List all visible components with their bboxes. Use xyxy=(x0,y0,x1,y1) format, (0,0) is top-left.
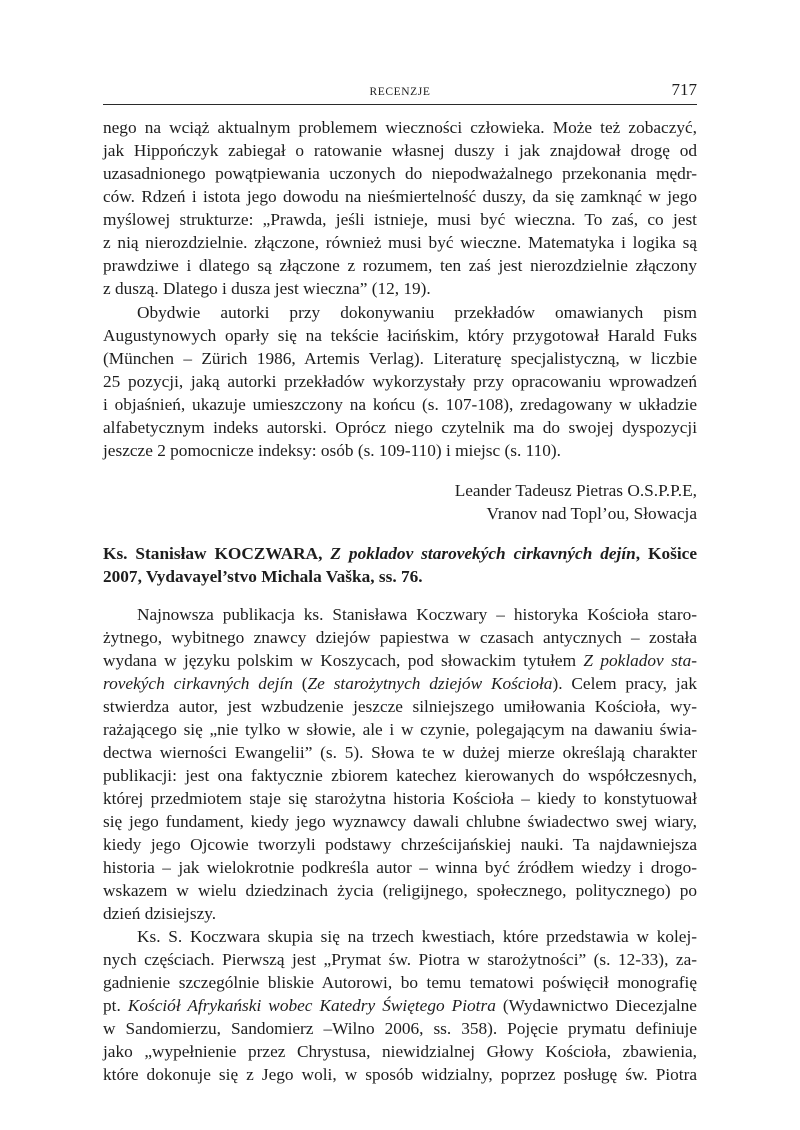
text-line: Najnowsza publikacja ks. Stanisława Koczwary – historyka Kościoła staro- xyxy=(137,605,697,624)
text-run: wydana w języku polskim w Koszycach, pod słowackim tytułem xyxy=(103,651,584,670)
text-run: ). Celem pracy, jak xyxy=(552,674,697,693)
text-line: i objaśnień, ukazuje umieszczony na końcu (s. 107-108), zredagowany w układzie xyxy=(103,395,697,414)
text-line: rażającego się „nie tylko w słowie, ale i w czynie, polegającym na dawaniu świa- xyxy=(103,720,697,739)
text-line: alfabetycznym indeks autorski. Oprócz niego czytelnik ma do swojej dyspozycji xyxy=(103,418,697,437)
text-line: jak Hippończyk zabiegał o ratowanie własnej duszy i jak znajdował drogę od xyxy=(103,141,697,160)
text-line: (München – Zürich 1986, Artemis Verlag). Literaturę specjalistyczną, w liczbie xyxy=(103,349,697,368)
reviewer-name: Leander Tadeusz Pietras O.S.P.P.E, xyxy=(454,481,697,500)
text-line: z duszą. Dlatego i dusza jest wieczna” (12, 19). xyxy=(103,279,431,298)
text-line: historia – jak wielokrotnie podkreśla autor – winna być źródłem wiedzy i drogo- xyxy=(103,858,697,877)
text-line: w Sandomierzu, Sandomierz –Wilno 2006, ss. 358). Pojęcie prymatu definiuje xyxy=(103,1019,697,1038)
book-place: , Košice xyxy=(635,544,697,563)
running-head: RECENZJE xyxy=(369,86,431,98)
text-run: pt. xyxy=(103,996,128,1015)
text-line: Obydwie autorki przy dokonywaniu przekładów omawianych pism xyxy=(137,303,697,322)
heading-line-1 xyxy=(103,543,697,565)
text-line: Augustynowych oparły się na tekście łacińskim, który przygotował Harald Fuks xyxy=(103,326,697,345)
text-line: nych częściach. Pierwszą jest „Prymat św. Piotra w starożytności” (s. 12-33), za- xyxy=(103,950,697,969)
text-line: żytnego, wybitnego znawcy dziejów papiestwa w czasach antycznych – została xyxy=(103,628,697,647)
text-line: dectwa wierności Ewangelii” (s. 5). Słowa te w dużej mierze określają charakter xyxy=(103,743,697,762)
book-author: Ks. Stanisław KOCZWARA, xyxy=(103,544,323,563)
text-line: które dokonuje się z Jego woli, w sposób widzialny, poprzez posługę św. Piotra xyxy=(103,1065,697,1084)
page-number: 717 xyxy=(671,80,697,99)
text-line: Ks. S. Koczwara skupia się na trzech kwestiach, które przedstawia w kolej- xyxy=(137,927,697,946)
text-line: myślowej strukturze: „Prawda, jeśli istnieje, musi być wieczna. To zaś, co jest xyxy=(103,210,697,229)
book-title: Z pokladov starovekých cirkavných dejín xyxy=(330,544,636,563)
text-line: wskazem w wielu dziedzinach życia (religijnego, społecznego, politycznego) po xyxy=(103,881,697,900)
text-line xyxy=(103,995,697,1017)
text-line: nego na wciąż aktualnym problemem wieczności człowieka. Może też zobaczyć, xyxy=(103,118,697,137)
italic-title-run: Kościół Afrykański wobec Katedry Świętego Piotra xyxy=(127,996,496,1015)
text-run: ( xyxy=(292,674,308,693)
reviewer-location: Vranov nad Topl’ou, Słowacja xyxy=(486,504,697,523)
text-line: kiedy jego Ojcowie tworzyli podstawy chrześcijańskiej nauki. Ta najdawniejsza xyxy=(103,835,697,854)
text-line: stwierdza autor, jest wzbudzenie jeszcze silniejszego umiłowania Kościoła, wy- xyxy=(103,697,697,716)
text-line xyxy=(103,650,697,672)
text-line: dzień dzisiejszy. xyxy=(103,904,217,923)
text-line: z nią nierozdzielnie. złączone, również musi być wieczne. Matematyka i logika są xyxy=(103,233,697,252)
text-line: jeszcze 2 pomocnicze indeksy: osób (s. 109-110) i miejsc (s. 110). xyxy=(103,441,561,460)
text-line: publikacji: jest ona faktycznie zbiorem katechez kierowanych do współczesnych, xyxy=(103,766,697,785)
text-line: uzasadnionego powątpiewania uczonych do niepodważalnego przekonania mędr- xyxy=(103,164,697,183)
italic-title-run: Z pokladov sta- xyxy=(583,651,697,670)
page-header xyxy=(103,80,697,105)
text-line: się jego fundament, kiedy jego wyznawcy dawali chlubne świadectwo swej wiary, xyxy=(103,812,697,831)
italic-title-run: Ze starożytnych dziejów Kościoła xyxy=(307,674,553,693)
text-line xyxy=(103,673,697,695)
heading-line-2: 2007, Vydavayel’stvo Michala Vaška, ss. 76. xyxy=(103,567,423,586)
text-run: (Wydawnictwo Diecezjalne xyxy=(495,996,697,1015)
text-line: ców. Rdzeń i istota jego dowodu na nieśmiertelność duszy, da się zamknąć w jego xyxy=(103,187,697,206)
text-line: której przedmiotem staje się starożytna historia Kościoła – kiedy to konstytuował xyxy=(103,789,697,808)
text-line: gadnienie szczególnie bliskie Autorowi, bo temu tematowi poświęcił monografię xyxy=(103,973,697,992)
italic-title-run: rovekých cirkavných dejín xyxy=(103,674,293,693)
text-line: 25 pozycji, jaką autorki przekładów wykorzystały przy opracowaniu wprowadzeń xyxy=(103,372,697,391)
text-line: jako „wypełnienie przez Chrystusa, niewidzialnej Głowy Kościoła, zbawienia, xyxy=(103,1042,697,1061)
text-line: prawdziwe i dlatego są złączone z rozumem, ten zaś jest nierozdzielnie złączony xyxy=(103,256,697,275)
